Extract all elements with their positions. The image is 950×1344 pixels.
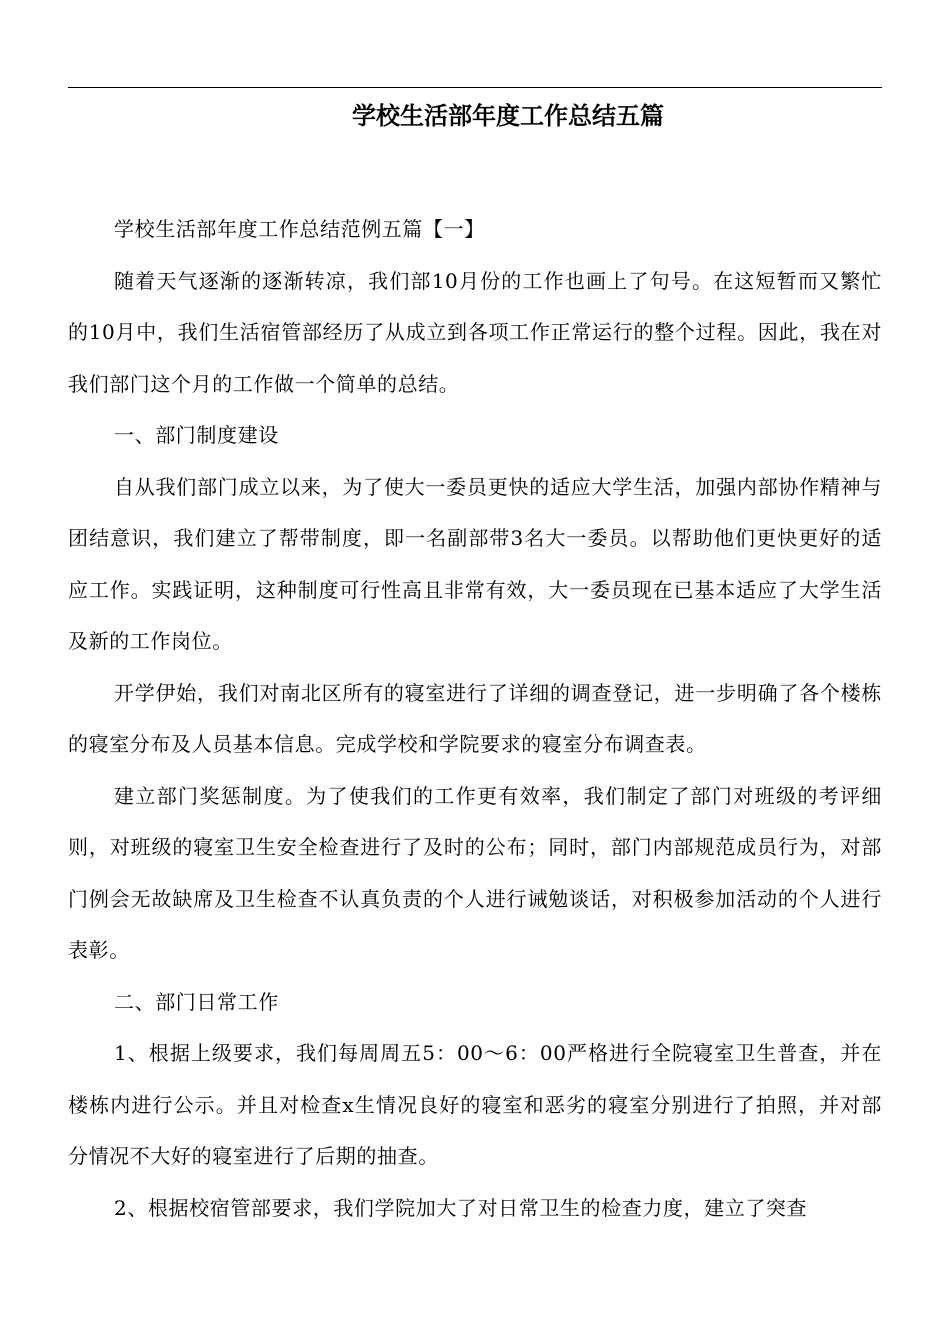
paragraph: 建立部门奖惩制度。为了使我们的工作更有效率，我们制定了部门对班级的考评细则，对班级的寝室卫生安全检查进行了及时的公布；同时，部门内部规范成员行为，对部门例会无故缺席及卫生检查不认真负责的个人进行诫勉谈话，对积极参加活动的个人进行表彰。 xyxy=(68,783,882,962)
paragraph: 自从我们部门成立以来，为了使大一委员更快的适应大学生活，加强内部协作精神与团结意识，我们建立了帮带制度，即一名副部带3名大一委员。以帮助他们更快更好的适应工作。实践证明，这种制度可行性高且非常有效，大一委员现在已基本适应了大学生活及新的工作岗位。 xyxy=(68,474,882,653)
header-rule xyxy=(68,87,882,88)
subsection-heading: 二、部门日常工作 xyxy=(114,989,279,1014)
paragraph: 随着天气逐渐的逐渐转凉，我们部10月份的工作也画上了句号。在这短暂而又繁忙的10月中，我们生活宿管部经历了从成立到各项工作正常运行的整个过程。因此，我在对我们部门这个月的工作做一个简单的总结。 xyxy=(68,268,882,396)
paragraph: 2、根据校宿管部要求，我们学院加大了对日常卫生的检查力度，建立了突查 xyxy=(114,1195,808,1220)
document-body xyxy=(68,204,882,1234)
section-heading: 学校生活部年度工作总结范例五篇【一】 xyxy=(114,217,485,241)
document-title: 学校生活部年度工作总结五篇 xyxy=(352,102,664,130)
paragraph: 开学伊始，我们对南北区所有的寝室进行了详细的调查登记，进一步明确了各个楼栋的寝室分布及人员基本信息。完成学校和学院要求的寝室分布调查表。 xyxy=(68,680,882,756)
paragraph: 1、根据上级要求，我们每周周五5：00～6：00严格进行全院寝室卫生普查，并在楼栋内进行公示。并且对检查x生情况良好的寝室和恶劣的寝室分别进行了拍照，并对部分情况不大好的寝室进行了后期的抽查。 xyxy=(68,1041,882,1168)
subsection-heading: 一、部门制度建设 xyxy=(114,423,279,447)
